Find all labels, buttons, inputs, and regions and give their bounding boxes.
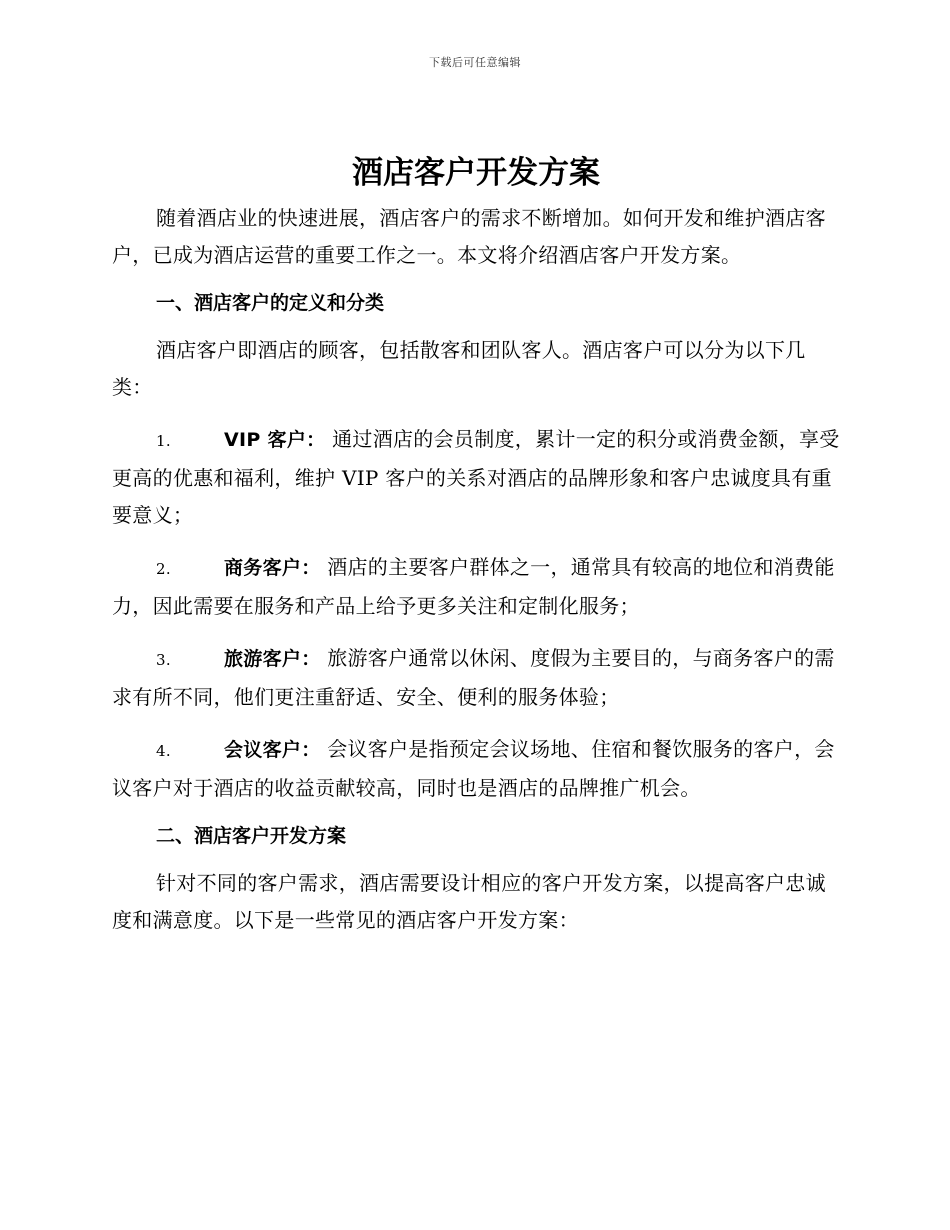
header-note: 下载后可任意编辑 bbox=[429, 56, 521, 69]
list-item-label: 会议客户： bbox=[224, 739, 321, 761]
list-item-number: 2. bbox=[156, 560, 171, 578]
list-item-number: 3. bbox=[156, 651, 171, 669]
section-1-paragraph: 酒店客户即酒店的顾客，包括散客和团队客人。酒店客户可以分为以下几类： bbox=[112, 338, 806, 399]
list-item-number: 1. bbox=[156, 432, 171, 450]
list-item-label: 旅游客户： bbox=[224, 648, 321, 670]
list-item bbox=[112, 731, 840, 807]
list-item-text: 旅游客户通常以休闲、度假为主要目的，与商务客户的需求有所不同，他们更注重舒适、安全、便利的服务体验； bbox=[112, 646, 835, 709]
document-title: 酒店客户开发方案 bbox=[352, 155, 600, 191]
list-item-label: 商务客户： bbox=[224, 557, 321, 579]
list-item bbox=[112, 640, 840, 716]
list-item-text: 通过酒店的会员制度，累计一定的积分或消费金额，享受更高的优惠和福利，维护 VIP 客户的关系对酒店的品牌形象和客户忠诚度具有重要意义； bbox=[112, 427, 840, 527]
list-item bbox=[112, 549, 840, 625]
intro-paragraph: 随着酒店业的快速进展，酒店客户的需求不断增加。如何开发和维护酒店客户，已成为酒店运营的重要工作之一。本文将介绍酒店客户开发方案。 bbox=[112, 206, 826, 267]
list-item-text: 酒店的主要客户群体之一，通常具有较高的地位和消费能力，因此需要在服务和产品上给予更多关注和定制化服务； bbox=[112, 555, 835, 618]
section-2-paragraph: 针对不同的客户需求，酒店需要设计相应的客户开发方案，以提高客户忠诚度和满意度。以下是一些常见的酒店客户开发方案： bbox=[112, 871, 826, 932]
list-item-label: VIP 客户： bbox=[224, 429, 326, 451]
document-body bbox=[112, 150, 840, 939]
list-item-number: 4. bbox=[156, 742, 171, 760]
section-heading-1: 一、酒店客户的定义和分类 bbox=[156, 292, 385, 314]
list-item bbox=[112, 421, 840, 534]
section-heading-2: 二、酒店客户开发方案 bbox=[156, 825, 347, 847]
list-item-text: 会议客户是指预定会议场地、住宿和餐饮服务的客户，会议客户对于酒店的收益贡献较高，同时也是酒店的品牌推广机会。 bbox=[112, 737, 835, 800]
